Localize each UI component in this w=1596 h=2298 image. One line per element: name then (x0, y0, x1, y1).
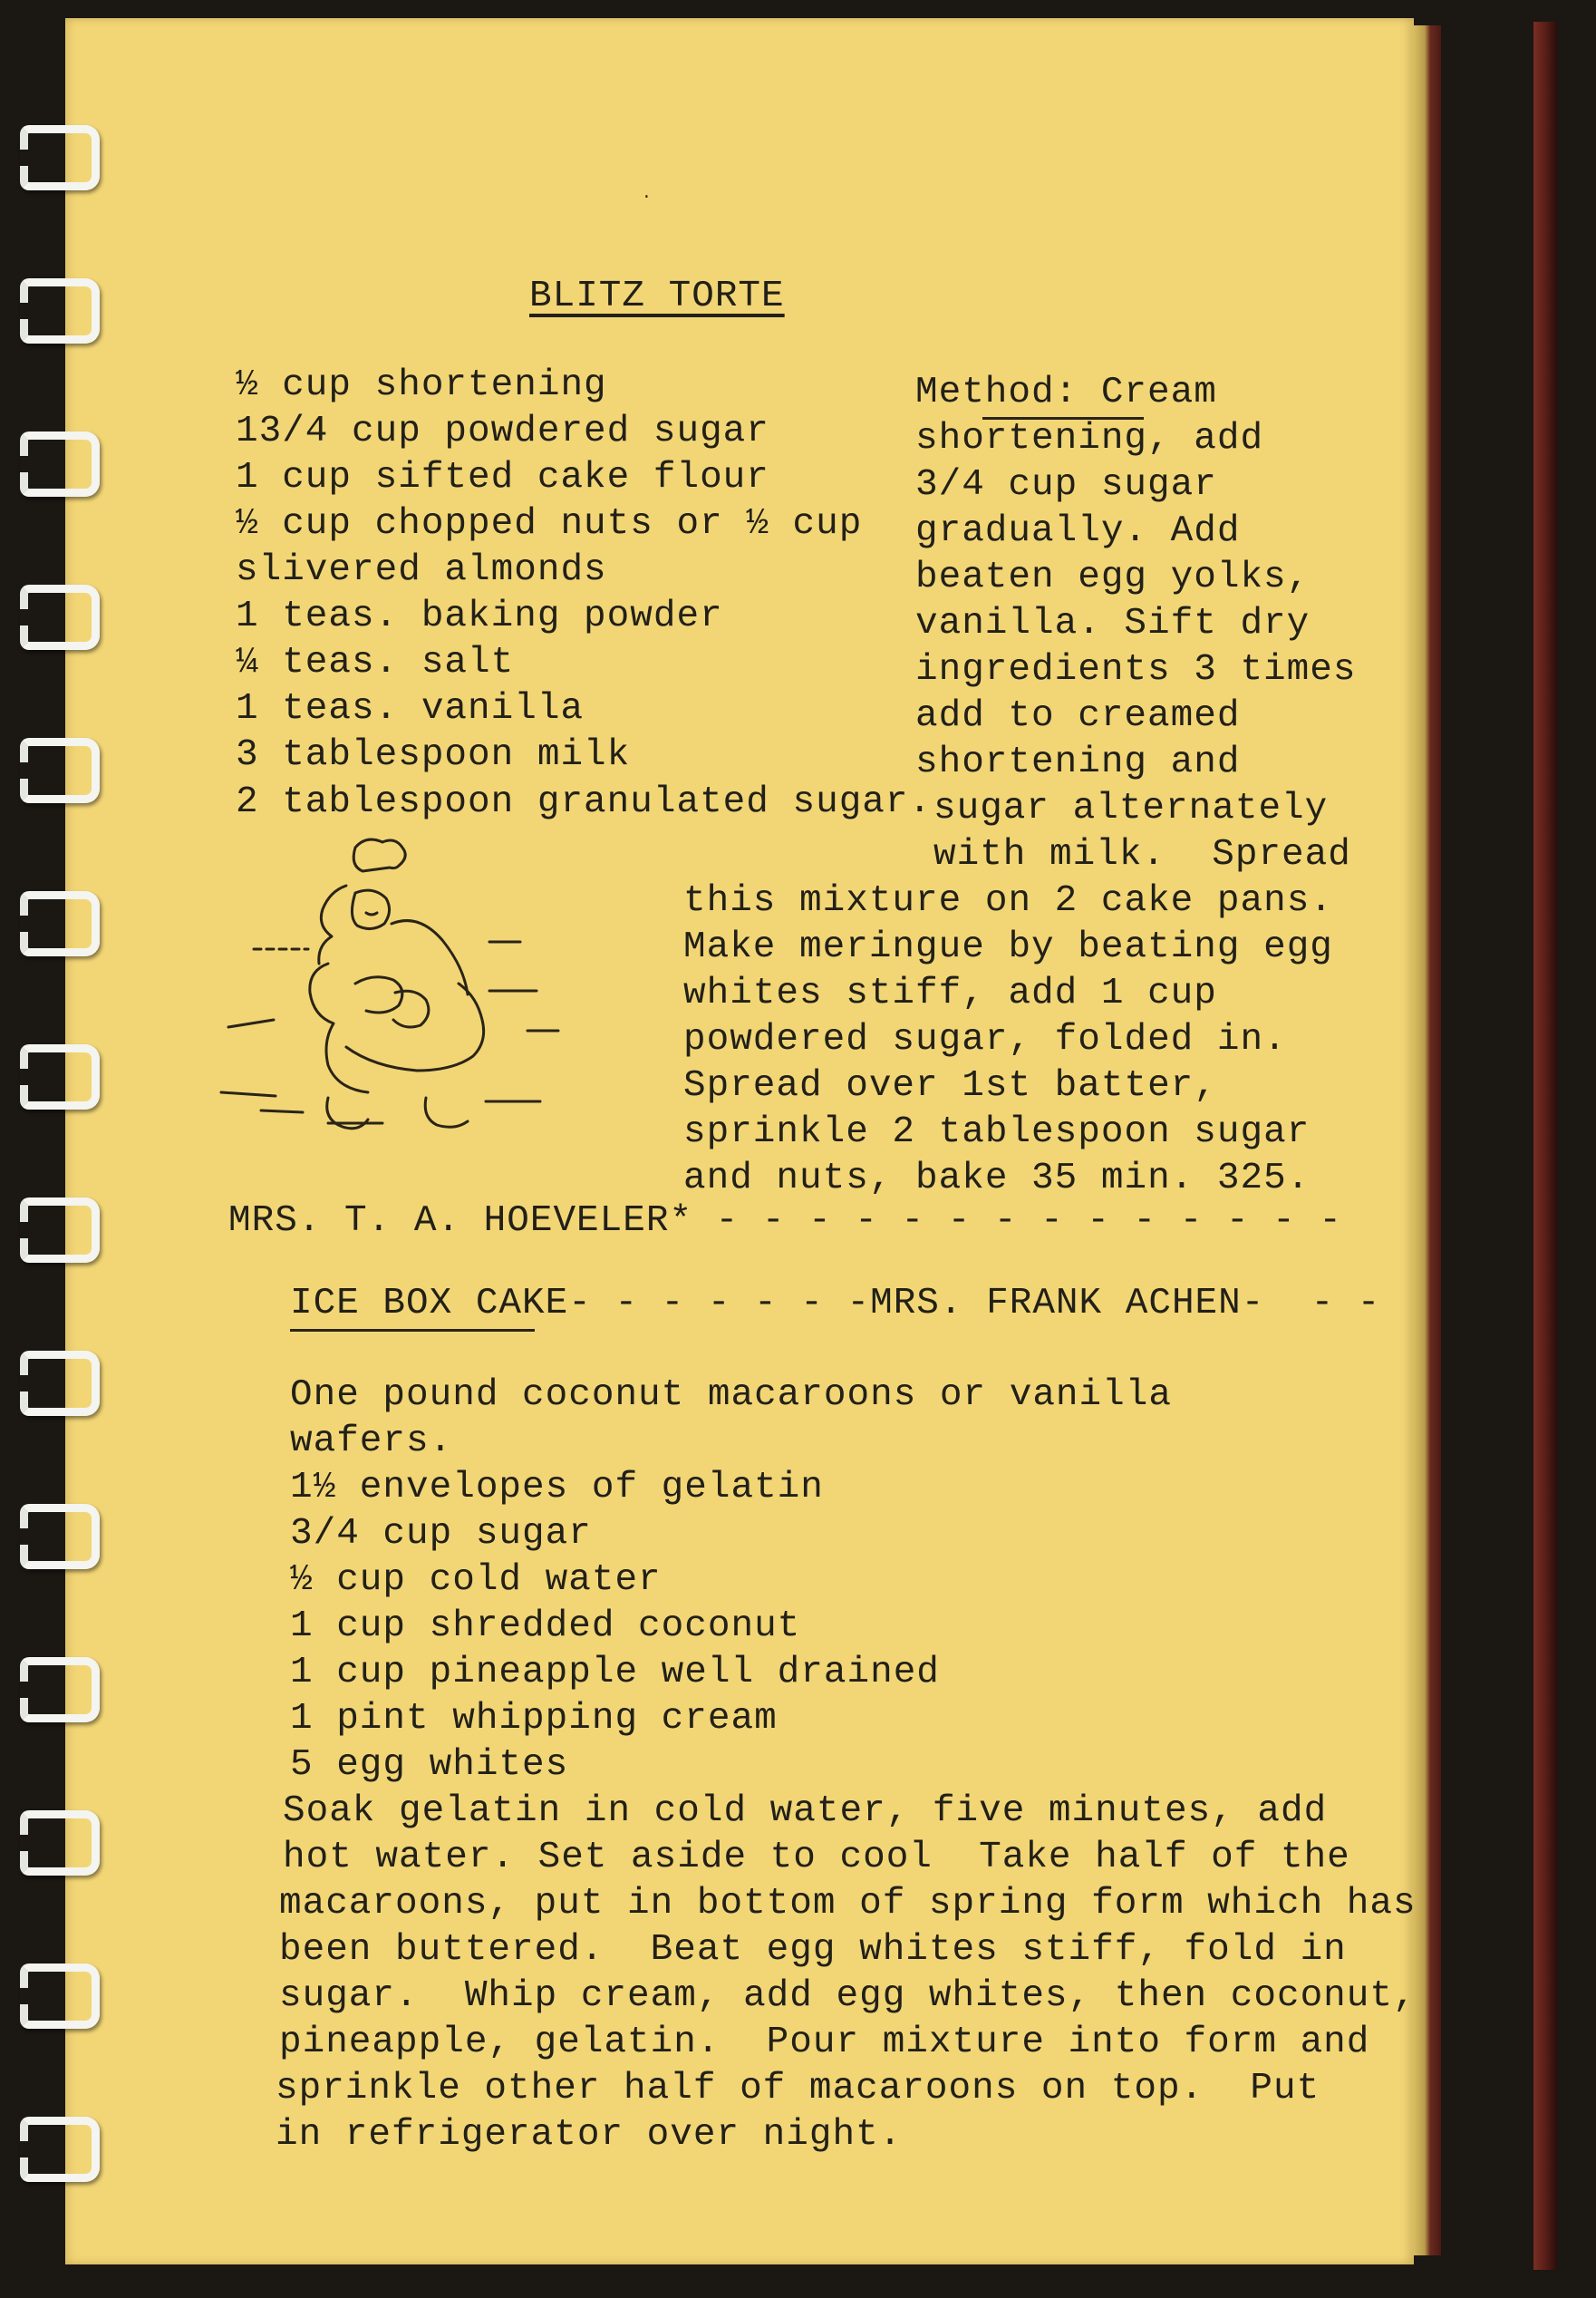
icebox-ingredient: ½ cup cold water (290, 1559, 662, 1601)
stray-mark: · (642, 189, 652, 207)
icebox-ingredient: 1 cup shredded coconut (290, 1605, 801, 1647)
blitz-ingredient: 1 teas. baking powder (236, 596, 723, 637)
blitz-method-line: vanilla. Sift dry (915, 603, 1311, 645)
binding-ring (20, 1810, 100, 1876)
blitz-method-line: with milk. Spread (933, 834, 1351, 876)
binding-ring (20, 738, 100, 803)
icebox-method-line: sprinkle other half of macaroons on top. Put (276, 2068, 1320, 2109)
blitz-method-line: this mixture on 2 cake pans. (683, 880, 1333, 922)
binding-ring (20, 891, 100, 956)
blitz-method-line: Spread over 1st batter, (683, 1065, 1217, 1107)
binding-ring (20, 1504, 100, 1569)
blitz-method-line: Method: Cream (915, 372, 1217, 413)
blitz-ingredient: ½ cup chopped nuts or ½ cup (236, 503, 863, 545)
blitz-ingredient: 3 tablespoon milk (236, 734, 631, 776)
blitz-method-line: shortening, add (915, 418, 1264, 460)
icebox-method-line: sugar. Whip cream, add egg whites, then coconut, (279, 1975, 1417, 2017)
blitz-ingredient: slivered almonds (236, 549, 607, 591)
blitz-method-line: powdered sugar, folded in. (683, 1019, 1287, 1061)
blitz-method-line: sugar alternately (933, 788, 1329, 829)
icebox-ingredient: 1 cup pineapple well drained (290, 1652, 940, 1693)
icebox-method-line: Soak gelatin in cold water, five minutes, add (283, 1790, 1328, 1832)
icebox-method-line: hot water. Set aside to cool Take half of the (283, 1837, 1350, 1878)
binding-ring (20, 1044, 100, 1110)
recipe-page (65, 18, 1417, 2264)
ice-box-cake-title: ICE BOX CAKE- - - - - - -MRS. FRANK ACHEN- - - (290, 1283, 1381, 1324)
blitz-author: MRS. T. A. HOEVELER* - - - - - - - - - - - - - - (228, 1200, 1342, 1242)
blitz-method-line: and nuts, bake 35 min. 325. (683, 1158, 1311, 1199)
page-edge (1414, 25, 1441, 2255)
blitz-ingredient: 1 cup sifted cake flour (236, 457, 769, 499)
ice-box-cake-underline (290, 1329, 535, 1332)
binding-ring (20, 431, 100, 497)
blitz-method-line: beaten egg yolks, (915, 557, 1311, 598)
binding-ring (20, 1351, 100, 1416)
blitz-torte-title: BLITZ TORTE (529, 276, 785, 317)
blitz-ingredient: ½ cup shortening (236, 364, 607, 406)
binding-ring (20, 1657, 100, 1722)
binding-ring (20, 2117, 100, 2182)
binding-ring (20, 278, 100, 344)
blitz-method-line: whites stiff, add 1 cup (683, 973, 1217, 1014)
blitz-method-line: gradually. Add (915, 510, 1241, 552)
icebox-ingredient: 1½ envelopes of gelatin (290, 1467, 824, 1508)
blitz-ingredient: 13/4 cup powdered sugar (236, 411, 769, 452)
binding-ring (20, 1963, 100, 2029)
icebox-method-line: macaroons, put in bottom of spring form which has (279, 1883, 1417, 1925)
book-cover-edge (1533, 22, 1557, 2270)
blitz-method-line: 3/4 cup sugar (915, 464, 1217, 506)
icebox-method-line: been buttered. Beat egg whites stiff, fold in (279, 1929, 1347, 1971)
chef-illustration (210, 829, 636, 1183)
icebox-method-line: in refrigerator over night. (276, 2114, 903, 2156)
blitz-method-line: shortening and (915, 742, 1241, 783)
blitz-method-line: ingredients 3 times (915, 649, 1357, 691)
binding-ring (20, 125, 100, 190)
blitz-method-line: sprinkle 2 tablespoon sugar (683, 1111, 1311, 1153)
icebox-ingredient: 1 pint whipping cream (290, 1698, 778, 1740)
icebox-method-line: pineapple, gelatin. Pour mixture into form and (279, 2022, 1370, 2063)
blitz-ingredient: 1 teas. vanilla (236, 688, 585, 730)
blitz-ingredient: ¼ teas. salt (236, 642, 515, 684)
blitz-method-line: Make meringue by beating egg (683, 926, 1333, 968)
binding-ring (20, 1197, 100, 1263)
binding-ring (20, 585, 100, 650)
blitz-method-line: add to creamed (915, 695, 1241, 737)
icebox-ingredient: 3/4 cup sugar (290, 1513, 592, 1555)
blitz-ingredient: 2 tablespoon granulated sugar. (236, 781, 933, 823)
icebox-ingredient: wafers. (290, 1420, 453, 1462)
icebox-ingredient: One pound coconut macaroons or vanilla (290, 1374, 1172, 1416)
icebox-ingredient: 5 egg whites (290, 1744, 569, 1786)
